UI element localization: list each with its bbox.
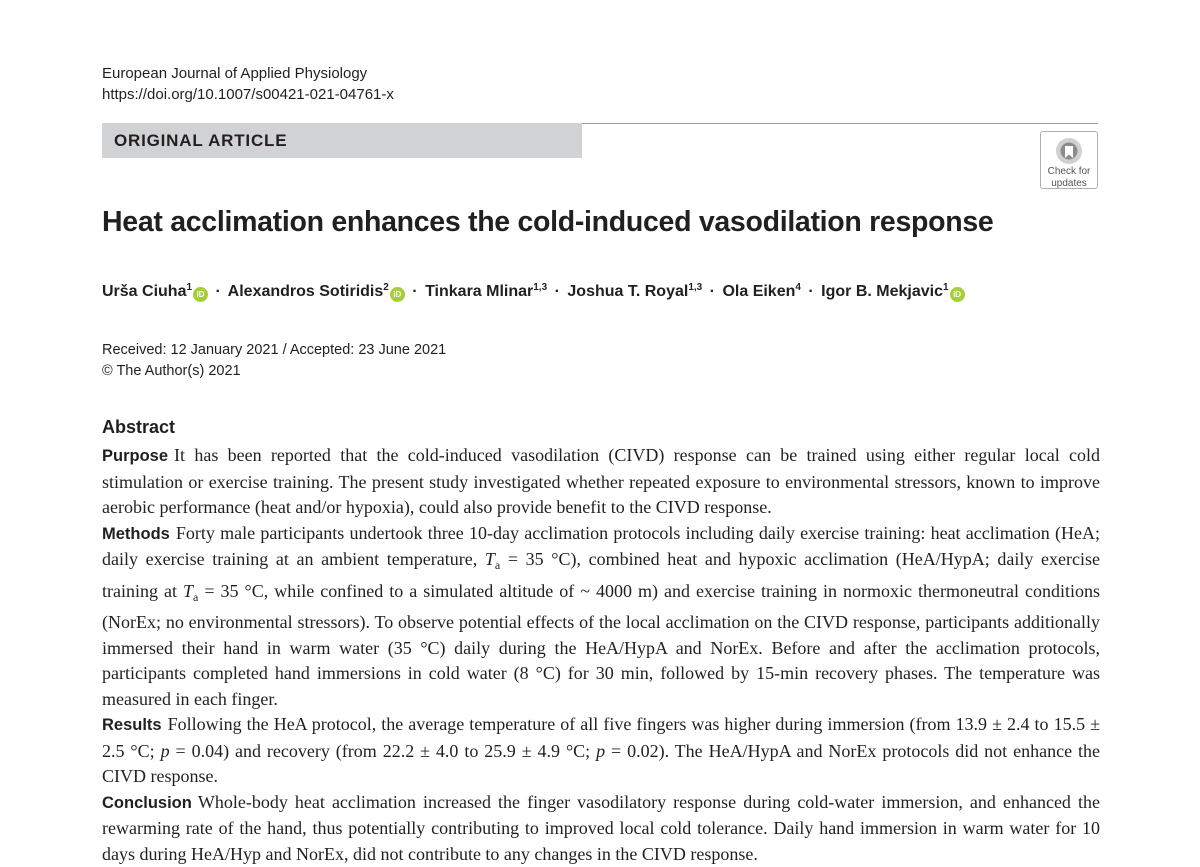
results-text-2: = 0.04) and recovery (from 22.2 ± 4.0 to 25.9 ± 4.9 °C; (170, 741, 597, 761)
orcid-icon[interactable]: iD (193, 287, 208, 302)
author-separator: · (808, 283, 813, 300)
author-affiliation: 4 (795, 282, 801, 293)
abstract-results (102, 712, 1100, 790)
author-affiliation: 1,3 (688, 282, 702, 293)
journal-name: European Journal of Applied Physiology (102, 63, 394, 84)
copyright: © The Author(s) 2021 (102, 361, 446, 382)
header-rule (582, 123, 1098, 124)
results-symbol-p: p (596, 741, 605, 761)
author-name[interactable]: Urša Ciuha (102, 283, 186, 300)
article-dates (102, 340, 446, 382)
orcid-icon[interactable]: iD (390, 287, 405, 302)
author-separator: · (710, 283, 715, 300)
methods-text-1: Forty male participants undertook three 10-day acclimation protocols including daily exercise training: heat acclimation (HeA; daily exercise training at an ambient temperature, (102, 523, 1100, 570)
methods-symbol-t: T (183, 581, 193, 601)
purpose-label: Purpose (102, 447, 168, 465)
author-affiliation: 2 (383, 282, 389, 293)
conclusion-text: Whole-body heat acclimation increased the finger vasodilatory response during cold-water immersion, and enhanced the rewarming rate of the hand, thus potentially contributing to improved local cold tolerance. Daily hand immersion in warm water for 10 days during HeA/Hyp and NorEx, did not contribute to any changes in the CIVD response. (102, 792, 1100, 864)
author-separator: · (412, 283, 417, 300)
results-text-3: = 0.02). The HeA/HypA and NorEx protocols did not enhance the CIVD response. (102, 741, 1100, 787)
abstract-heading: Abstract (102, 417, 175, 438)
author-name[interactable]: Ola Eiken (722, 283, 795, 300)
author-name[interactable]: Joshua T. Royal (567, 283, 688, 300)
methods-text-3: = 35 °C, while confined to a simulated altitude of ~ 4000 m) and exercise training in normoxic thermoneutral conditions (NorEx; no environmental stressors). To observe potential effects of the local acclimation on the CIVD response, participants additionally immersed their hand in warm water (35 °C) daily during the HeA/HypA and NorEx. Before and after the acclimation protocols, participants completed hand immersions in cold water (8 °C) for 30 min, followed by 15-min recovery phases. The temperature was measured in each finger. (102, 581, 1100, 709)
author-affiliation: 1 (943, 282, 949, 293)
methods-label: Methods (102, 525, 170, 543)
author-list (102, 282, 965, 302)
article-type-bar (102, 123, 582, 158)
results-symbol-p: p (161, 741, 170, 761)
author-separator: · (555, 283, 560, 300)
doi-link[interactable]: https://doi.org/10.1007/s00421-021-04761-x (102, 84, 394, 105)
author-name[interactable]: Igor B. Mekjavic (821, 283, 943, 300)
purpose-text: It has been reported that the cold-induced vasodilation (CIVD) response can be trained using either regular local cold stimulation or exercise training. The present study investigated whether repeated exposure to environmental stressors, known to improve aerobic performance (heat and/or hypoxia), could also provide benefit to the CIVD response. (102, 445, 1100, 517)
abstract-methods (102, 521, 1100, 713)
orcid-icon[interactable]: iD (950, 287, 965, 302)
abstract-conclusion (102, 790, 1100, 867)
abstract-purpose (102, 443, 1100, 521)
methods-text-2: = 35 °C), combined heat and hypoxic acclimation (HeA/HypA; daily exercise training at (102, 549, 1100, 601)
article-type: ORIGINAL ARTICLE (114, 131, 287, 151)
methods-subscript-a: a (193, 590, 198, 604)
results-text-1: Following the HeA protocol, the average temperature of all five fingers was higher during immersion (from 13.9 ± 2.4 to 15.5 ± 2.5 °C; (102, 714, 1100, 761)
check-updates-line1: Check for (1041, 167, 1097, 177)
author-separator: · (215, 283, 220, 300)
author-name[interactable]: Tinkara Mlinar (425, 283, 533, 300)
article-title: Heat acclimation enhances the cold-induced vasodilation response (102, 206, 993, 239)
check-updates-line2: updates (1041, 179, 1097, 189)
crossmark-icon (1055, 137, 1083, 165)
methods-symbol-t: T (485, 549, 495, 569)
journal-header (102, 63, 394, 105)
abstract-body (102, 443, 1100, 867)
check-for-updates-badge[interactable] (1040, 131, 1098, 189)
author-affiliation: 1,3 (533, 282, 547, 293)
conclusion-label: Conclusion (102, 794, 192, 812)
methods-subscript-a: a (495, 558, 500, 572)
results-label: Results (102, 716, 162, 734)
author-name[interactable]: Alexandros Sotiridis (228, 283, 384, 300)
received-accepted: Received: 12 January 2021 / Accepted: 23 June 2021 (102, 340, 446, 361)
author-affiliation: 1 (186, 282, 192, 293)
